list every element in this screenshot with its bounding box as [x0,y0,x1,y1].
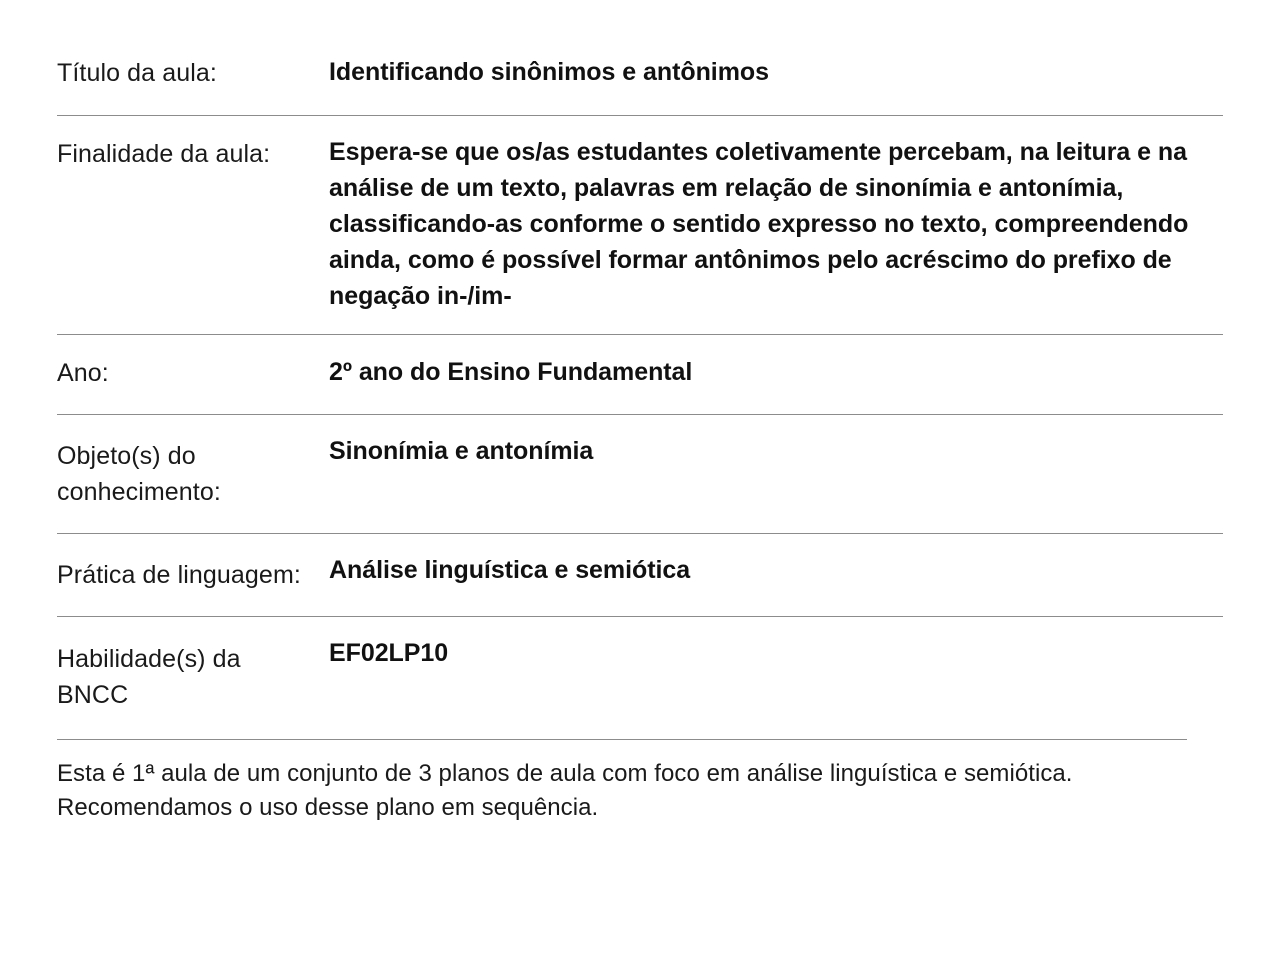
row-label-titulo-da-aula: Título da aula: [57,59,217,87]
row-label-habilidade-bncc: Habilidade(s) da BNCC [57,645,241,709]
row-value-pratica-de-linguagem: Análise linguística e semiótica [329,556,691,584]
table-row-objeto-do-conhecimento [57,414,1223,533]
footnote-sequence-note: Esta é 1ª aula de um conjunto de 3 planos de aula com foco em análise linguística e semiótica. Recomendamos o uso desse plano em sequência. [57,739,1187,825]
table-row-pratica-de-linguagem [57,533,1223,616]
row-value-objeto-do-conhecimento: Sinonímia e antonímia [329,437,594,465]
row-value-habilidade-bncc: EF02LP10 [329,639,449,667]
row-label-objeto-do-conhecimento: Objeto(s) do conhecimento: [57,442,221,506]
row-value-finalidade-da-aula: Espera-se que os/as estudantes coletivamente percebam, na leitura e na análise de um texto, palavras em relação de sinonímia e antonímia, classificando-as conforme o sentido expresso no texto, compreendendo ainda, como é possível formar antônimos pelo acréscimo do prefixo de negação in-/im- [329,138,1189,310]
row-value-ano: 2º ano do Ensino Fundamental [329,358,693,386]
row-label-finalidade-da-aula: Finalidade da aula: [57,140,271,168]
lesson-plan-table [57,0,1223,825]
table-row-finalidade-da-aula [57,115,1223,334]
row-label-ano: Ano: [57,359,109,387]
row-value-titulo-da-aula: Identificando sinônimos e antônimos [329,58,769,86]
row-label-pratica-de-linguagem: Prática de linguagem: [57,561,301,589]
table-row-titulo-da-aula [57,50,1223,115]
table-row-habilidade-bncc [57,616,1223,739]
table-row-ano [57,334,1223,414]
